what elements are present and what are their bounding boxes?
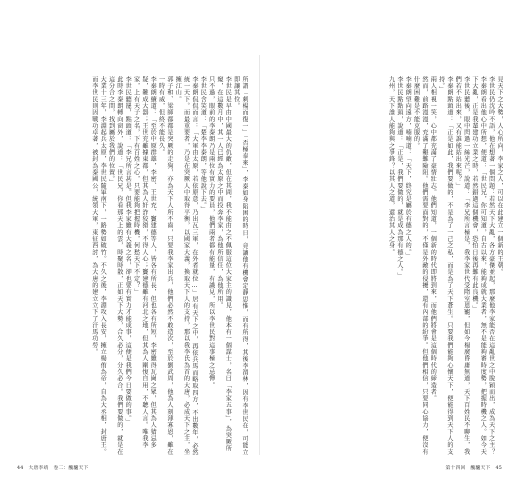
left-paragraph: 李世民聽罷，點頭道：「李兄所言甚是。但我李家雖有大義之名，卻也要有實力才能成事，這便是我們今日要做的事。」 <box>124 76 132 426</box>
left-paragraph: 大業十三年，李淵起兵太原，李世民隨軍南下，一路勢如破竹。不久之後，李淵攻入長安，擁立楊侑為帝，自為大丞相，封唐王。而李世民則因戰功卓著，被封為秦國公，統領大軍，東征西討，為大唐的建立立下了汗馬功勞。 <box>90 76 107 456</box>
right-paragraph: 然而，前路漫漫，充滿了艱難險阻。他們需要面對的，不僅是外敵的侵擾，還有內部的紛爭。但他們相信，只要同心協力，便沒有什麼困難是不能克服的。 <box>412 76 428 456</box>
right-paragraph: 李世民點點頭，說道：「正是，我們要做的，就是成為那有德之人。」 <box>395 76 403 280</box>
left-folio <box>17 466 88 472</box>
left-paragraph: 郭子和、梁師都都是突厥的走狗，亦為天下人所不齒，只要我李家出兵，他們必然不敢造次，至於劉武周，他為人刻薄寡恩，雖在一時有威，但終不能長久。 <box>157 76 173 456</box>
left-paragraph: 只不過，眼前的李秦朗乃是兩位有實力的要員，他們兩者都有能量，有識見，所以李世民對這事極之忌憚。 <box>207 76 215 389</box>
right-paragraph: 李秦朗望向遠方，喃喃道：「天下，終究是屬於有德之人的。」 <box>404 76 412 260</box>
right-folio <box>446 466 503 472</box>
left-page-text <box>20 76 248 461</box>
right-paragraph: 李世民聽後，眼中閃過一絲光芒，說道：「李兄所言極是，我李家世代受隋室恩寵，但如今楊廣昏庸無道，天下百姓民不聊生，我們若不站出來，又有誰能站出來呢？」 <box>454 76 470 456</box>
left-paragraph: 李秦朗侃侃而言：「大軍由太原，若依原意，乃出瓦三軍，在外者就位…」居有天下之中，再依兵馬而略取四方，不出數年，必然統一天下。而最重要者，乃是在突厥人中取得平衡，以國家大義，換取天下人的支持，那以我李氏為首的大唐，必成天下之主，坐擁江山。 <box>174 76 198 456</box>
left-page-number: 44 <box>17 466 24 471</box>
right-paragraph: 李世民仍沈吟不語，他在想著一個問題：若然天下大亂，各方豪傑並起，那麼他李家能否在這亂世之中脫穎而出，成為天下之主？ <box>487 76 495 456</box>
right-page-text <box>273 76 503 461</box>
left-paragraph: 李世民含笑道：「楚李李秦朗，等他說下去。」 <box>199 76 207 213</box>
left-paragraph: 李世民是早由中國最大的仇敵，但在其間，我不能由之不佩服這位大家主的識見，他本有一個謀士，名曰「李家五事」，為突厥所窺，在這數月中，其一人已經為太原之中而投奔李家，為他所信任，為他所用。 <box>215 76 232 452</box>
right-page <box>260 0 520 500</box>
left-paragraph: 此時李秦朗轉向窗外，說道：「世民兄，你看那天上的雲，時聚時散，正如天下大勢，合久必分，分久必合。我們要做的，就是在這分合之間，找到屬於我們的位置。」 <box>107 76 123 456</box>
right-paragraph: 李秦朗看出他心中所想，便道：「世民兄，你可知道，自古以來，能夠成就大業者，無不是能夠審時度勢，把握時機之人。如今天下大亂，正是我輩建功立業之時，若然錯過這個機會，恐怕日後再難有此良機。」 <box>470 76 487 456</box>
right-running-head: 第十四回 醜驢天下 <box>445 466 491 471</box>
right-page-number: 45 <box>495 466 502 471</box>
right-paragraph: 見天下之大勢，人心所向，李家之人，可以在此建立一個新的王朝。 <box>496 76 503 276</box>
right-paragraph: 兩人相視一笑，心中都充滿了豪情壯志。他們知道，一個新的時代即將到來，而他們將會是這個時代的締造者。 <box>429 76 437 402</box>
left-running-head: 大唐李靖 卷二：醜驢天下 <box>28 466 89 471</box>
right-paragraph: 李秦朗點頭道：「正是如此，我們要做的，不是為了一己之私，而是為了天下蒼生。只要我們能夠心懷天下，便能得到天下人的支持。」 <box>437 76 453 456</box>
left-paragraph: 李秦朗續道：「至於中原群雄，李密、王世充、竇建德等人，皆各有所長，但也各有所短，李密雖得瓦崗之眾，但其為人猜忌多疑，難成大器；王世充雖據東都，但其為人奸詐狡猾，不得人心；竇建德雖有河北之地，但其為人剛愎自用，不聽人言。唯我李家，上有天子之名，下有百姓之心，只要能夠把握時機，何愁天下不定？」 <box>132 76 157 449</box>
left-paragraph: 所謂「刺楊而復一」「否極泰來」，李秦如身陷困的時日，竟讓他有機會定靜思惟，而有所得，其後李渭林，因有李世民在，可能立即讓其位。 <box>232 76 248 456</box>
right-paragraph: 九州，天下誰人能夠與之爭鋒？以其人之道，還治其人之身。 <box>387 76 395 256</box>
